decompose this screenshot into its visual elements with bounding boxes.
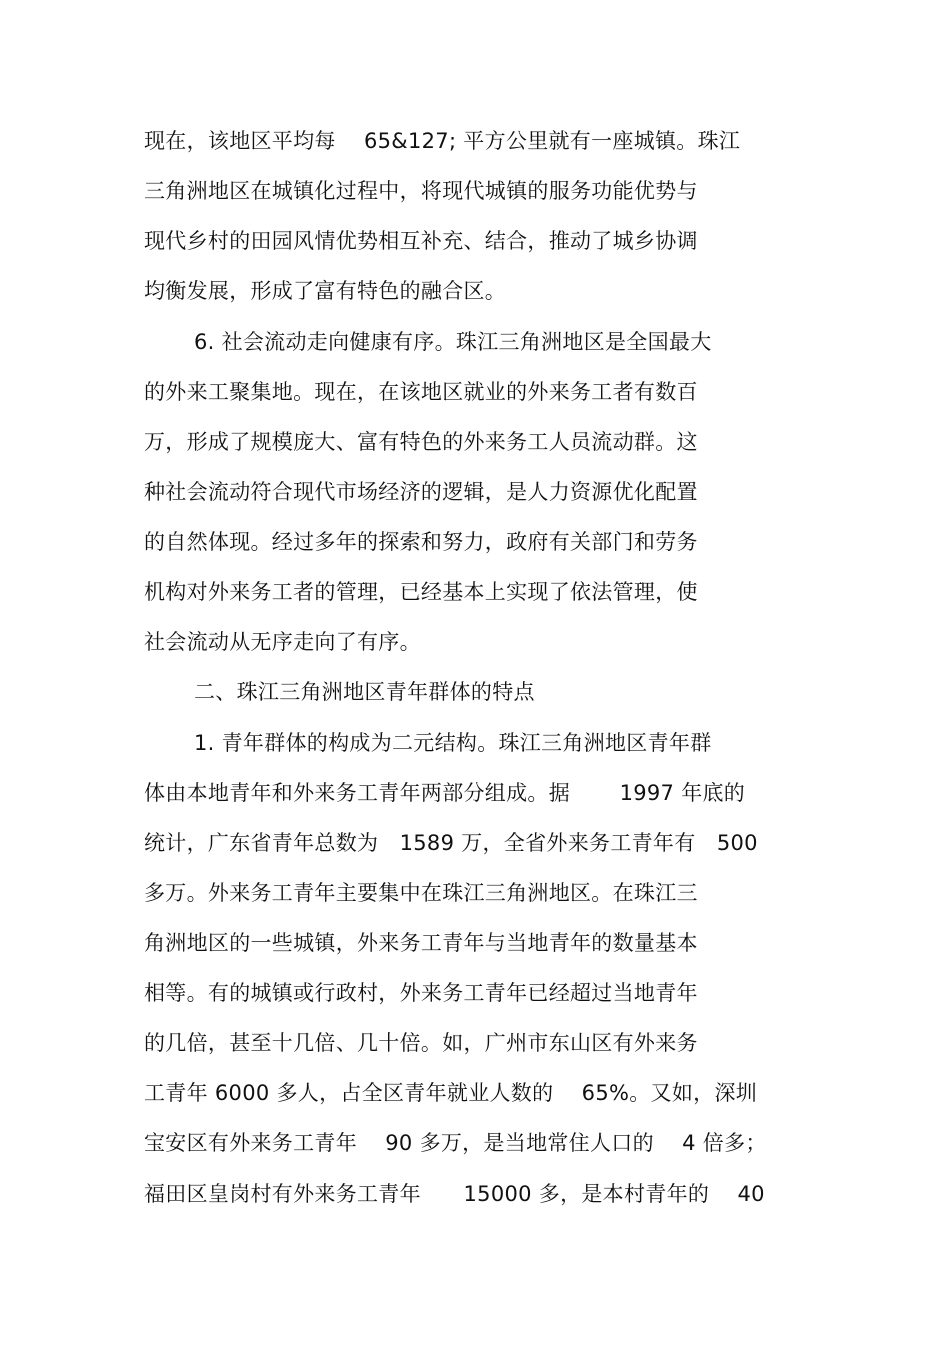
text-line: 相等。有的城镇或行政村，外来务工青年已经超过当地青年: [144, 981, 698, 1005]
text-line: 的自然体现。经过多年的探索和努力，政府有关部门和劳务: [144, 530, 698, 554]
section-heading: 二、珠江三角洲地区青年群体的特点: [194, 680, 535, 704]
text-line: 统计，广东省青年总数为 1589 万，全省外来务工青年有 500: [144, 831, 758, 855]
text-line: 1. 青年群体的构成为二元结构。珠江三角洲地区青年群: [194, 731, 712, 755]
text-line: 的几倍，甚至十几倍、几十倍。如，广州市东山区有外来务: [144, 1031, 698, 1055]
text-line: 宝安区有外来务工青年 90 多万，是当地常住人口的 4 倍多；: [144, 1131, 767, 1155]
text-line: 机构对外来务工者的管理，已经基本上实现了依法管理，使: [144, 580, 698, 604]
text-line: 多万。外来务工青年主要集中在珠江三角洲地区。在珠江三: [144, 881, 698, 905]
text-line: 均衡发展，形成了富有特色的融合区。: [144, 279, 507, 303]
text-line: 现在，该地区平均每 65&127; 平方公里就有一座城镇。珠江: [144, 129, 741, 153]
text-line: 福田区皇岗村有外来务工青年 15000 多，是本村青年的 40: [144, 1182, 765, 1206]
text-line: 三角洲地区在城镇化过程中，将现代城镇的服务功能优势与: [144, 179, 698, 203]
text-line: 工青年 6000 多人，占全区青年就业人数的 65%。又如，深圳: [144, 1081, 758, 1105]
text-line: 角洲地区的一些城镇，外来务工青年与当地青年的数量基本: [144, 931, 698, 955]
text-line: 的外来工聚集地。现在，在该地区就业的外来务工者有数百: [144, 380, 698, 404]
text-line: 社会流动从无序走向了有序。: [144, 630, 421, 654]
text-line: 现代乡村的田园风情优势相互补充、结合，推动了城乡协调: [144, 229, 698, 253]
text-line: 种社会流动符合现代市场经济的逻辑，是人力资源优化配置: [144, 480, 698, 504]
text-line: 体由本地青年和外来务工青年两部分组成。据 1997 年底的: [144, 781, 746, 805]
text-line: 6. 社会流动走向健康有序。珠江三角洲地区是全国最大: [194, 330, 712, 354]
text-line: 万，形成了规模庞大、富有特色的外来务工人员流动群。这: [144, 430, 698, 454]
